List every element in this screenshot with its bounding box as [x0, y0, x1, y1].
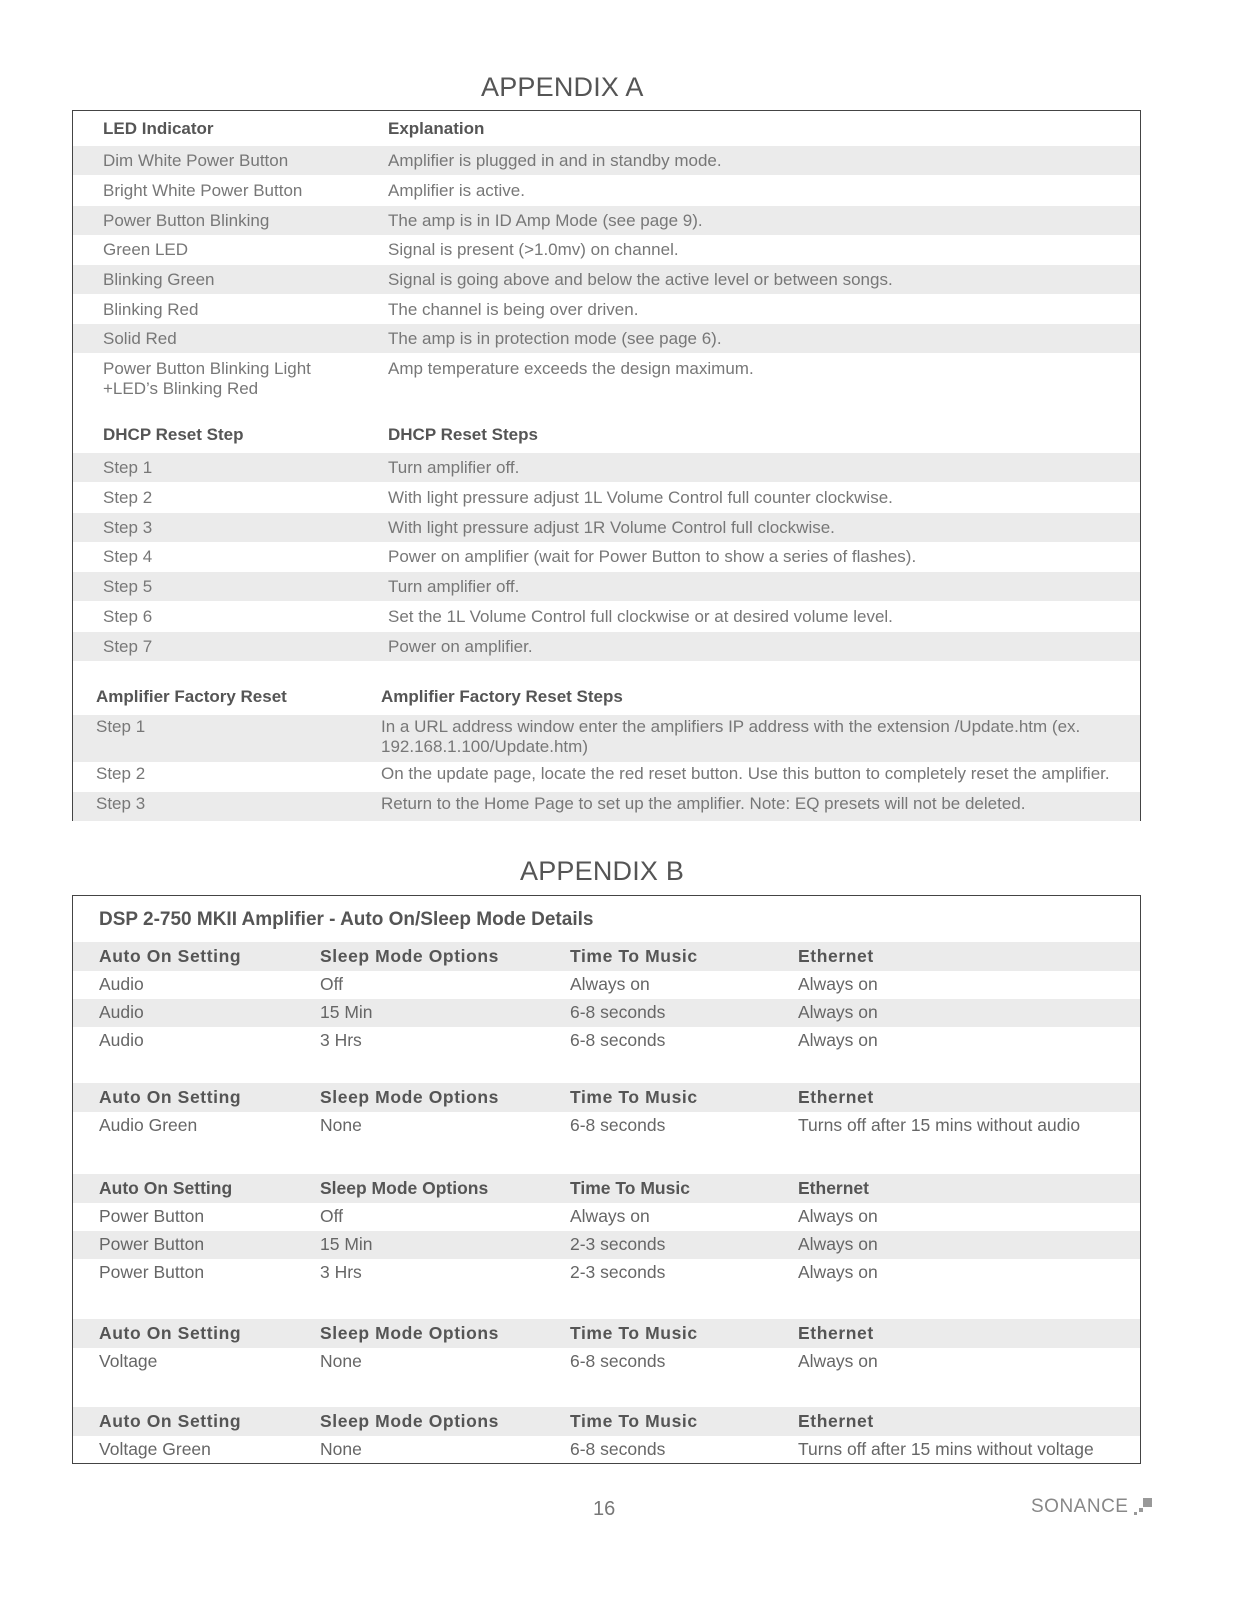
table-cell: None: [320, 1439, 362, 1459]
led-explanation: Amplifier is active.: [388, 181, 525, 200]
table-cell: Power Button: [99, 1234, 205, 1254]
dhcp-step-text: With light pressure adjust 1L Volume Control full counter clockwise.: [388, 488, 893, 507]
table-cell: None: [320, 1115, 362, 1135]
table-cell: 2-3 seconds: [570, 1234, 666, 1254]
table-cell: Always on: [798, 1206, 878, 1226]
table-cell: 6-8 seconds: [570, 1351, 666, 1371]
sonance-mark-icon: [1132, 1498, 1154, 1516]
led-indicator: Power Button Blinking: [103, 211, 270, 230]
led-explanation: Amplifier is plugged in and in standby mode.: [388, 151, 722, 170]
table-cell: Always on: [798, 1351, 878, 1371]
dhcp-step: Step 5: [103, 577, 153, 596]
table-cell: Always on: [570, 1206, 650, 1226]
group-header-cell: Sleep Mode Options: [320, 1323, 500, 1343]
table-cell: Turns off after 15 mins without audio: [798, 1115, 1081, 1135]
table-cell: 3 Hrs: [320, 1030, 362, 1050]
group-header-cell: Ethernet: [798, 1411, 874, 1431]
factory-header-col2: Amplifier Factory Reset Steps: [381, 687, 623, 706]
table-title: DSP 2-750 MKII Amplifier - Auto On/Sleep Mode Details: [99, 909, 594, 930]
table-cell: Always on: [570, 974, 650, 994]
group-header-cell: Time To Music: [570, 1411, 698, 1431]
led-indicator: Solid Red: [103, 329, 177, 348]
table-cell: Always on: [798, 1234, 878, 1254]
led-explanation: Amp temperature exceeds the design maximum.: [388, 359, 754, 378]
table-cell: Power Button: [99, 1206, 205, 1226]
dhcp-step-text: Power on amplifier (wait for Power Button to show a series of flashes).: [388, 547, 917, 566]
group-header-cell: Sleep Mode Options: [320, 1087, 500, 1107]
led-explanation: The channel is being over driven.: [388, 300, 639, 319]
table-cell: Voltage: [99, 1351, 158, 1371]
group-header-cell: Ethernet: [798, 946, 874, 966]
table-cell: 6-8 seconds: [570, 1115, 666, 1135]
led-indicator: Green LED: [103, 240, 189, 259]
table-cell: Turns off after 15 mins without voltage: [798, 1439, 1094, 1459]
group-header-cell: Ethernet: [798, 1178, 869, 1198]
led-indicator: Blinking Green: [103, 270, 215, 289]
dhcp-step: Step 4: [103, 547, 153, 566]
dhcp-step: Step 7: [103, 637, 153, 656]
dhcp-step-text: Set the 1L Volume Control full clockwise or at desired volume level.: [388, 607, 893, 626]
dhcp-step: Step 2: [103, 488, 153, 507]
led-header-col1: LED Indicator: [103, 119, 214, 138]
dhcp-step-text: Turn amplifier off.: [388, 458, 520, 477]
group-header-cell: Ethernet: [798, 1087, 874, 1107]
factory-step: Step 3: [96, 794, 146, 813]
group-header-cell: Sleep Mode Options: [320, 1411, 500, 1431]
led-indicator: Dim White Power Button: [103, 151, 289, 170]
table-cell: Always on: [798, 1262, 878, 1282]
led-indicator: Blinking Red: [103, 300, 199, 319]
group-header-cell: Time To Music: [570, 1087, 698, 1107]
page-number: 16: [593, 1498, 616, 1520]
led-explanation: The amp is in protection mode (see page 6).: [388, 329, 722, 348]
table-cell: 2-3 seconds: [570, 1262, 666, 1282]
group-header-cell: Time To Music: [570, 946, 698, 966]
table-row: [73, 572, 1140, 601]
led-indicator: Power Button Blinking Light +LED’s Blinking Red: [103, 359, 311, 398]
dhcp-step-text: With light pressure adjust 1R Volume Control full clockwise.: [388, 518, 835, 537]
table-cell: Always on: [798, 1030, 878, 1050]
table-cell: 6-8 seconds: [570, 1439, 666, 1459]
led-header-col2: Explanation: [388, 119, 485, 138]
appendix-a-title: APPENDIX A: [481, 72, 644, 102]
table-row: [73, 632, 1140, 661]
group-header-cell: Auto On Setting: [99, 1087, 242, 1107]
table-cell: Always on: [798, 1002, 878, 1022]
table-cell: Voltage Green: [99, 1439, 211, 1459]
group-header-cell: Auto On Setting: [99, 1323, 242, 1343]
factory-step-text: In a URL address window enter the amplifiers IP address with the extension /Update.htm (ex. 192.168.1.100/Update.htm): [381, 717, 1081, 756]
dhcp-step-text: Power on amplifier.: [388, 637, 533, 656]
table-cell: Off: [320, 1206, 344, 1226]
logo-text: SONANCE: [1031, 1496, 1129, 1517]
group-header-cell: Auto On Setting: [99, 1411, 242, 1431]
led-explanation: Signal is present (>1.0mv) on channel.: [388, 240, 679, 259]
group-header-cell: Auto On Setting: [99, 946, 242, 966]
factory-step: Step 2: [96, 764, 146, 783]
table-cell: None: [320, 1351, 362, 1371]
table-cell: Audio: [99, 1002, 144, 1022]
table-cell: Off: [320, 974, 344, 994]
table-row: [73, 453, 1140, 482]
group-header-cell: Time To Music: [570, 1323, 698, 1343]
group-header-cell: Sleep Mode Options: [320, 946, 500, 966]
table-cell: Always on: [798, 974, 878, 994]
table-cell: 3 Hrs: [320, 1262, 362, 1282]
table-cell: Audio: [99, 974, 144, 994]
group-header-cell: Sleep Mode Options: [320, 1178, 489, 1198]
factory-step: Step 1: [96, 717, 146, 736]
led-explanation: The amp is in ID Amp Mode (see page 9).: [388, 211, 703, 230]
table-cell: Power Button: [99, 1262, 205, 1282]
group-header-cell: Time To Music: [570, 1178, 690, 1198]
table-cell: Audio: [99, 1030, 144, 1050]
appendix-b-title: APPENDIX B: [520, 856, 685, 886]
led-explanation: Signal is going above and below the active level or between songs.: [388, 270, 893, 289]
group-header-cell: Ethernet: [798, 1323, 874, 1343]
appendix-a-table: [72, 110, 1141, 821]
table-cell: 6-8 seconds: [570, 1030, 666, 1050]
table-cell: 6-8 seconds: [570, 1002, 666, 1022]
sonance-logo: [1031, 1496, 1154, 1518]
dhcp-step: Step 3: [103, 518, 153, 537]
group-header-cell: Auto On Setting: [99, 1178, 233, 1198]
table-cell: 15 Min: [320, 1002, 373, 1022]
appendix-b-table: [72, 895, 1141, 1464]
led-indicator: Bright White Power Button: [103, 181, 303, 200]
table-cell: 15 Min: [320, 1234, 373, 1254]
dhcp-step-text: Turn amplifier off.: [388, 577, 520, 596]
factory-header-col1: Amplifier Factory Reset: [96, 687, 287, 706]
dhcp-step: Step 1: [103, 458, 153, 477]
factory-step-text: Return to the Home Page to set up the amplifier. Note: EQ presets will not be deleted.: [381, 794, 1026, 813]
dhcp-header-col1: DHCP Reset Step: [103, 425, 244, 444]
dhcp-header-col2: DHCP Reset Steps: [388, 425, 538, 444]
dhcp-step: Step 6: [103, 607, 153, 626]
factory-step-text: On the update page, locate the red reset button. Use this button to completely reset the amplifier.: [381, 764, 1110, 783]
table-cell: Audio Green: [99, 1115, 198, 1135]
